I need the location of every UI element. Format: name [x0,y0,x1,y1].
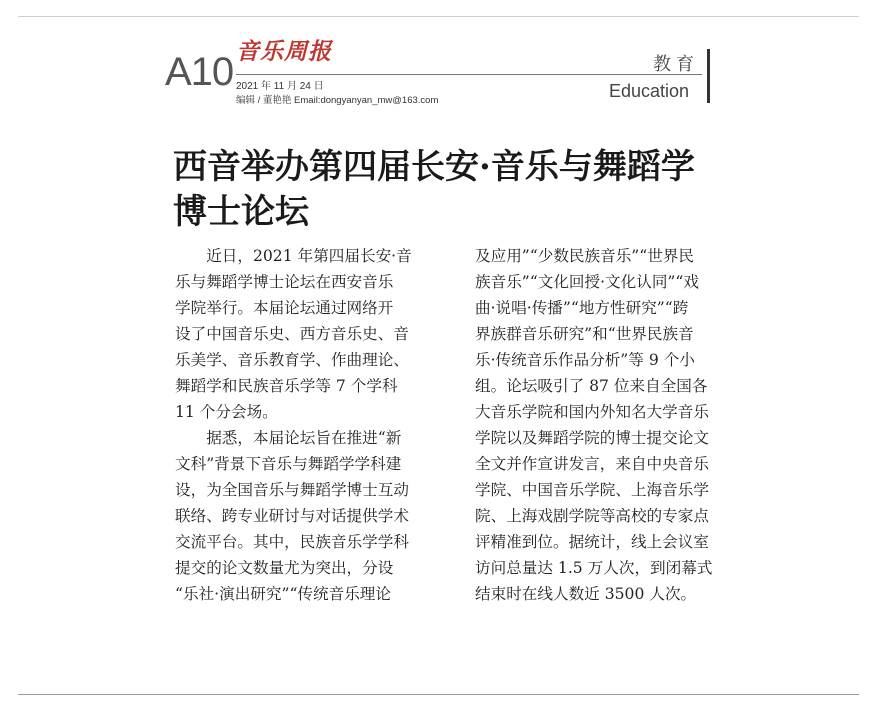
text-line: 提交的论文数量尤为突出，分设 [175,559,394,577]
text-line: 全文并作宣讲发言，来自中央音乐 [475,455,709,473]
text-line: 乐与舞蹈学博士论坛在西安音乐 [175,273,394,291]
text-line: 据悉，本届论坛旨在推进“新 [175,429,402,447]
article-column-left [175,243,443,607]
text-line: 近日，2021 年第四届长安·音 [175,247,412,265]
text-line: 组。论坛吸引了 87 位来自全国各 [475,377,708,395]
text-line: 乐美学、音乐教育学、作曲理论、 [175,351,409,369]
text-line: 联络、跨专业研讨与对话提供学术 [175,507,409,525]
editor-credit: 编辑 / 董艳艳 Email:dongyanyan_mw@163.com [236,95,439,106]
text-line: 结束时在线人数近 3500 人次。 [475,585,697,603]
text-line: 及应用”“少数民族音乐”“世界民 [475,247,695,265]
text-line: 学院举行。本届论坛通过网络开 [175,299,394,317]
article-column-right [475,243,747,607]
page-number: A10 [165,50,234,94]
text-line: 评精准到位。据统计，线上会议室 [475,533,709,551]
top-rule [18,16,859,17]
issue-date: 2021 年 11 月 24 日 [236,81,324,92]
text-line: 乐·传统音乐作品分析”等 9 个小 [475,351,695,369]
section-marker-bar [707,49,710,103]
section-title-english: Education [609,81,690,101]
text-line: 大音乐学院和国内外知名大学音乐 [475,403,709,421]
section-title-chinese: 教育 [653,54,699,75]
text-line: 曲·说唱·传播”“地方性研究”“跨 [475,299,689,317]
header-divider [236,74,702,75]
text-line: 访问总量达 1.5 万人次，到闭幕式 [475,559,713,577]
text-line: 学院、中国音乐学院、上海音乐学 [475,481,709,499]
text-line: 文科”背景下音乐与舞蹈学学科建 [175,455,402,473]
text-line: 院、上海戏剧学院等高校的专家点 [475,507,709,525]
text-line: 族音乐”“文化回授·文化认同”“戏 [475,273,699,291]
masthead-logo: 音乐周报 [236,38,332,65]
text-line: 11 个分会场。 [175,403,278,421]
text-line: 设，为全国音乐与舞蹈学博士互动 [175,481,409,499]
bottom-rule [18,694,859,695]
text-line: 舞蹈学和民族音乐学等 7 个学科 [175,377,398,395]
text-line: 学院以及舞蹈学院的博士提交论文 [475,429,709,447]
headline-line: 西音举办第四届长安·音乐与舞蹈学 [173,147,695,187]
text-line: 界族群音乐研究”和“世界民族音 [475,325,694,343]
text-line: 交流平台。其中，民族音乐学学科 [175,533,409,551]
text-line: 设了中国音乐史、西方音乐史、音 [175,325,409,343]
article-headline [173,145,733,235]
headline-line: 博士论坛 [173,192,309,232]
text-line: “乐社·演出研究”“传统音乐理论 [175,585,391,603]
